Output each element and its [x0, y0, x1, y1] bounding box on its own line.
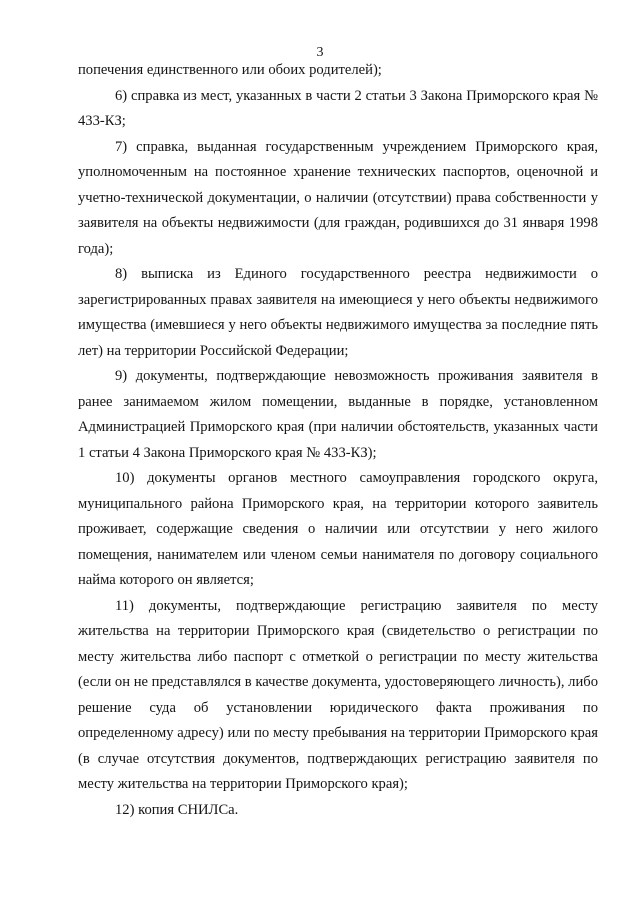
- list-item-7: 7) справка, выданная государственным учреждением Приморского края, уполномоченным на постоянное хранение технических паспортов, оценочной и учетно-технической документации, о наличии (отсутствии) права собственности у заявителя на объекты недвижимости (для граждан, родившихся до 31 января 1998 года);: [78, 138, 598, 257]
- document-body: [78, 58, 598, 823]
- page-number: 3: [316, 45, 324, 60]
- list-item-11: 11) документы, подтверждающие регистрацию заявителя по месту жительства на территории Приморского края (свидетельство о регистрации по месту жительства либо паспорт с отметкой о регистрации по месту жительства (если он не представлялся в качестве документа, удостоверяющего личность), либо решение суда об установлении юридического факта проживания по определенному адресу) или по месту пребывания на территории Приморского края (в случае отсутствия документов, подтверждающих регистрацию заявителя по месту жительства на территории Приморского края);: [78, 597, 598, 792]
- list-item-9: 9) документы, подтверждающие невозможность проживания заявителя в ранее занимаемом жилом помещении, выданные в порядке, установленном Администрацией Приморского края (при наличии обстоятельств, указанных части 1 статьи 4 Закона Приморского края № 433-КЗ);: [78, 368, 598, 461]
- list-item-6: 6) справка из мест, указанных в части 2 статьи 3 Закона Приморского края № 433-КЗ;: [78, 87, 598, 129]
- list-item-10: 10) документы органов местного самоуправления городского округа, муниципального района Приморского края, на территории которого заявитель проживает, содержащие сведения о наличии или отсутствии у него жилого помещения, нанимателем или членом семьи нанимателя по договору социального найма которого он является;: [78, 470, 598, 588]
- paragraph-continuation: попечения единственного или обоих родителей);: [78, 62, 382, 78]
- list-item-12: 12) копия СНИЛСа.: [115, 801, 239, 818]
- list-item-8: 8) выписка из Единого государственного реестра недвижимости о зарегистрированных правах заявителя на имеющиеся у него объекты недвижимого имущества (имевшиеся у него объекты недвижимого имущества за последние пять лет) на территории Российской Федерации;: [78, 266, 598, 359]
